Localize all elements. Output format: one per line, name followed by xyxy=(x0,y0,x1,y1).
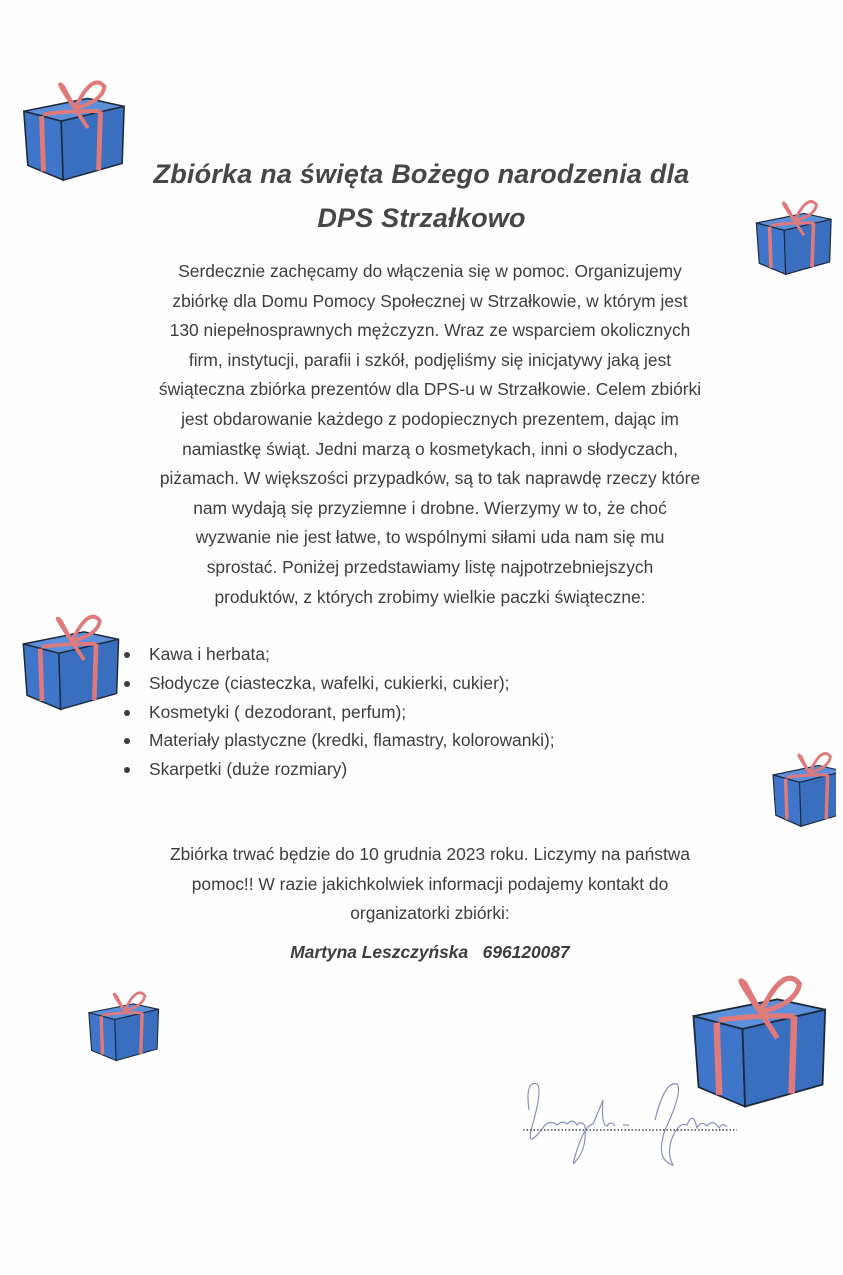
list-item xyxy=(118,669,555,698)
bullet-icon xyxy=(124,652,130,658)
bullet-icon xyxy=(124,767,130,773)
intro-line: sprostać. Poniżej przedstawiamy listę najpotrzebniejszych xyxy=(206,556,654,577)
intro-line: piżamach. W większości przypadków, są to tak naprawdę rzeczy które xyxy=(159,468,701,489)
list-item xyxy=(118,726,555,755)
list-item xyxy=(118,640,555,669)
bullet-icon xyxy=(124,738,130,744)
handwritten-signature xyxy=(515,1070,750,1175)
intro-line: świąteczna zbiórka prezentów dla DPS-u w Strzałkowie. Celem zbiórki xyxy=(158,379,702,400)
intro-line: zbiórkę dla Domu Pomocy Społecznej w Strzałkowie, w którym jest xyxy=(172,290,688,311)
page-title xyxy=(0,152,843,240)
outro-line: organizatorki zbiórki: xyxy=(350,903,510,924)
title-line: Zbiórka na święta Bożego narodzenia dla xyxy=(153,159,690,189)
intro-line: 130 niepełnosprawnych mężczyzn. Wraz ze wsparciem okolicznych xyxy=(169,320,691,341)
gift-box-icon xyxy=(14,602,126,714)
bullet-icon xyxy=(124,710,130,716)
gift-box-icon xyxy=(78,982,168,1064)
list-item-label: Skarpetki (duże rozmiary) xyxy=(149,759,348,780)
needed-items-list xyxy=(118,640,555,784)
intro-line: nam wydają się przyziemne i drobne. Wierzymy w to, że choć xyxy=(193,497,667,518)
outro-line: Zbiórka trwać będzie do 10 grudnia 2023 roku. Liczymy na państwa xyxy=(169,844,691,864)
intro-line: wyzwanie nie jest łatwe, to wspólnymi siłami uda nam się mu xyxy=(195,527,665,548)
outro-line: pomoc!! W razie jakichkolwiek informacji podajemy kontakt do xyxy=(191,873,669,894)
list-item xyxy=(118,755,555,784)
organizer-phone: 696120087 xyxy=(482,942,570,962)
intro-line: produktów, z których zrobimy wielkie paczki świąteczne: xyxy=(214,586,646,607)
outro-paragraph xyxy=(100,840,760,929)
intro-line: firm, instytucji, parafii i szkół, podjęliśmy się inicjatywy jaką jest xyxy=(188,349,672,370)
title-line: DPS Strzałkowo xyxy=(317,203,526,233)
intro-line: namiastkę świąt. Jedni marzą o kosmetykach, inni o słodyczach, xyxy=(182,438,678,459)
intro-line: jest obdarowanie każdego z podopiecznych prezentem, dając im xyxy=(181,408,679,429)
bullet-icon xyxy=(124,681,130,687)
list-item-label: Kawa i herbata; xyxy=(149,644,270,664)
list-item xyxy=(118,698,555,727)
list-item-label: Materiały plastyczne (kredki, flamastry, kolorowanki); xyxy=(149,730,555,751)
intro-paragraph xyxy=(100,257,760,612)
intro-line: Serdecznie zachęcamy do włączenia się w pomoc. Organizujemy xyxy=(178,261,682,281)
gift-box-icon xyxy=(766,742,836,830)
list-item-label: Kosmetyki ( dezodorant, perfum); xyxy=(149,701,407,722)
organizer-contact xyxy=(0,942,843,963)
list-item-label: Słodycze (ciasteczka, wafelki, cukierki, cukier); xyxy=(149,672,510,693)
organizer-name: Martyna Leszczyńska xyxy=(290,942,469,962)
